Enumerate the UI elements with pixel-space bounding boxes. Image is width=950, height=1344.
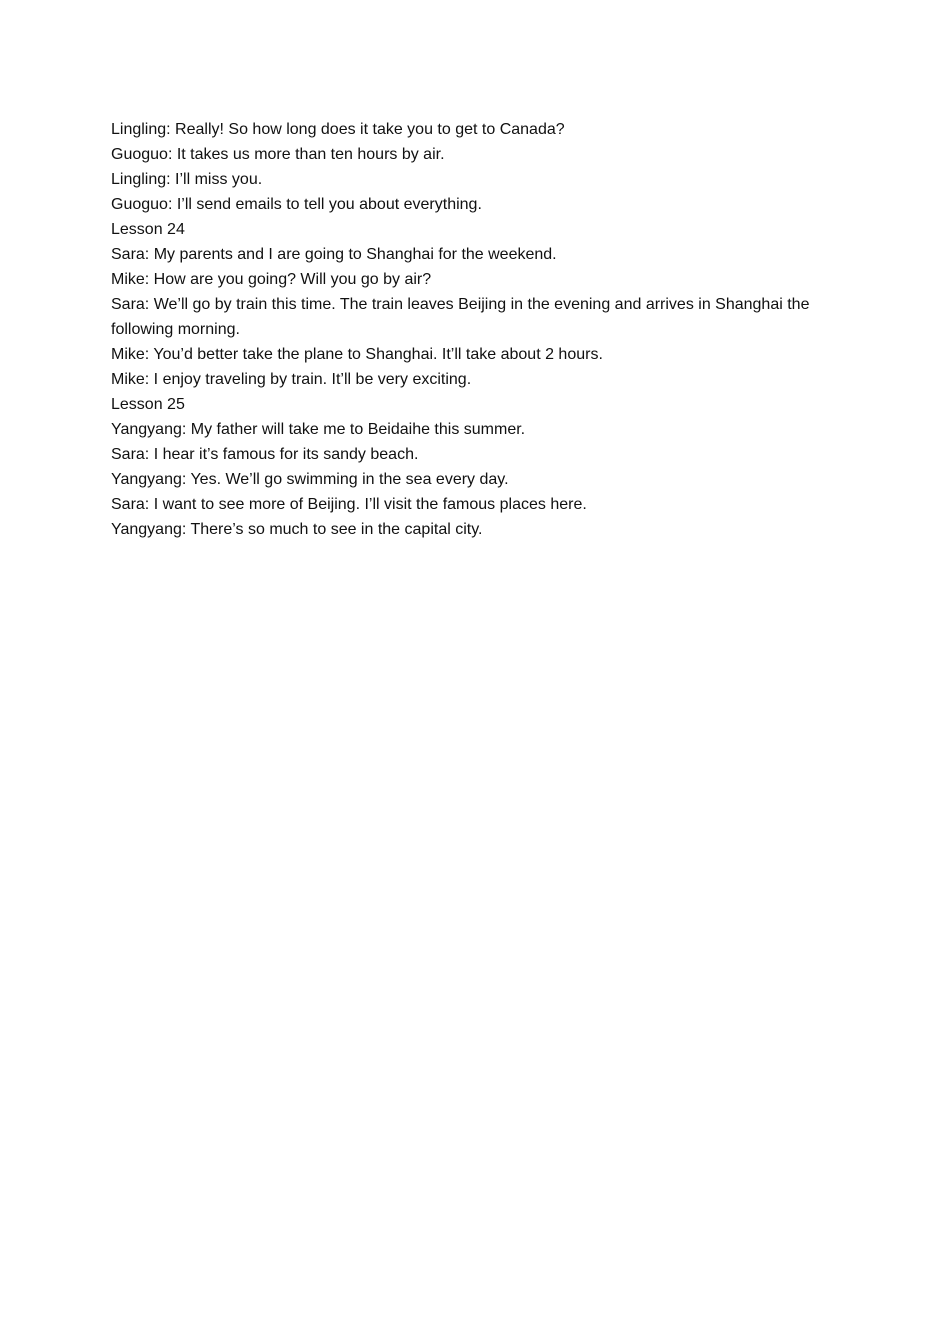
dialogue-line: Mike: I enjoy traveling by train. It’ll be very exciting. — [111, 371, 472, 388]
dialogue-line: Yangyang: My father will take me to Beidaihe this summer. — [111, 421, 526, 438]
dialogue-line: Mike: You’d better take the plane to Shanghai. It’ll take about 2 hours. — [111, 346, 603, 363]
dialogue-line: Lingling: Really! So how long does it take you to get to Canada? — [111, 121, 565, 138]
dialogue-line: Mike: How are you going? Will you go by air? — [111, 271, 432, 288]
dialogue-line: Yangyang: There’s so much to see in the capital city. — [111, 521, 483, 538]
dialogue-line: Yangyang: Yes. We’ll go swimming in the sea every day. — [111, 471, 509, 488]
dialogue-line: Guoguo: It takes us more than ten hours by air. — [111, 146, 445, 163]
dialogue-line: Sara: I hear it’s famous for its sandy beach. — [111, 446, 419, 463]
dialogue-line: Sara: My parents and I are going to Shanghai for the weekend. — [111, 246, 557, 263]
lesson-heading: Lesson 25 — [111, 396, 185, 413]
dialogue-line: Sara: We’ll go by train this time. The train leaves Beijing in the evening and arrives in Shanghai the following morning. — [111, 296, 810, 338]
dialogue-line: Sara: I want to see more of Beijing. I’ll visit the famous places here. — [111, 496, 587, 513]
dialogue-line: Guoguo: I’ll send emails to tell you about everything. — [111, 196, 482, 213]
dialogue-text — [111, 117, 871, 542]
lesson-heading: Lesson 24 — [111, 221, 185, 238]
dialogue-line: Lingling: I’ll miss you. — [111, 171, 263, 188]
